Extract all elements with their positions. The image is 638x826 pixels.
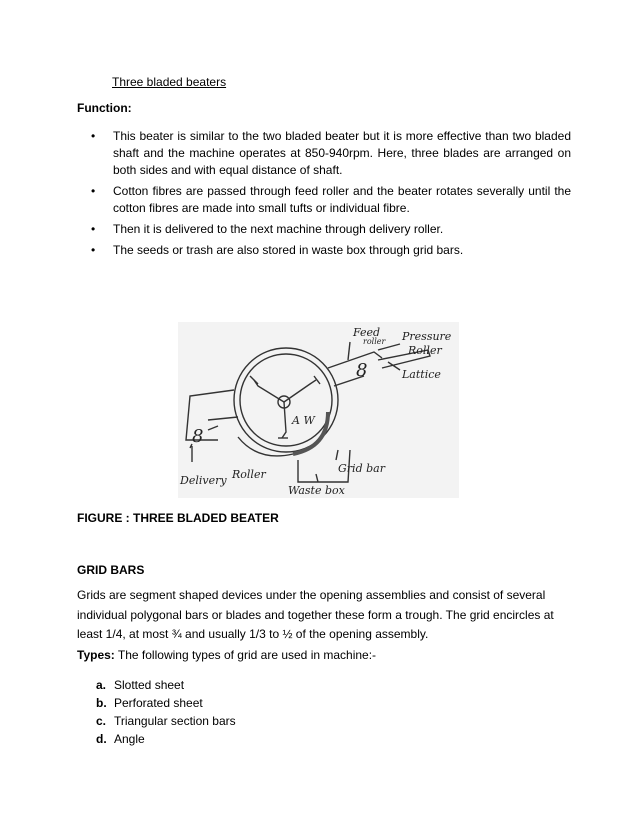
list-item xyxy=(91,242,571,259)
list-letter: b. xyxy=(96,696,107,710)
label-delivery-roller: Roller xyxy=(232,468,266,481)
list-text: Perforated sheet xyxy=(114,696,203,710)
label-feed-roller-8: 8 xyxy=(356,360,368,381)
bullet-text: The seeds or trash are also stored in waste box through grid bars. xyxy=(113,243,464,257)
bullet-icon: • xyxy=(91,129,96,143)
list-item xyxy=(96,712,236,730)
bullet-text: Cotton fibres are passed through feed roller and the beater rotates severally until the cotton fibres are made into small tufts or individual fibre. xyxy=(113,184,571,215)
label-delivery-roller-8: 8 xyxy=(192,426,204,447)
types-line xyxy=(77,648,376,662)
grid-bars-heading: GRID BARS xyxy=(77,563,145,577)
list-item xyxy=(91,183,571,217)
function-bullet-list xyxy=(91,128,571,263)
beater-diagram xyxy=(178,322,459,498)
list-item xyxy=(96,694,236,712)
label-feed: Feed xyxy=(353,326,381,339)
section-title: Three bladed beaters xyxy=(112,75,227,89)
types-intro: The following types of grid are used in machine:- xyxy=(114,648,377,662)
list-text: Slotted sheet xyxy=(114,678,185,692)
label-feed-roller: roller xyxy=(363,337,386,346)
types-label: Types: xyxy=(77,648,115,662)
label-pressure: Pressure xyxy=(402,330,452,343)
bullet-icon: • xyxy=(91,184,96,198)
function-label: Function: xyxy=(77,101,132,115)
grid-bars-paragraph: Grids are segment shaped devices under the opening assemblies and consist of several individual polygonal bars or blades and together these form a trough. The grid encircles at least 1/4, at most ¾ and usually 1/3 to ½ of the opening assembly. xyxy=(77,588,554,641)
label-aw: A W xyxy=(292,414,315,427)
list-item xyxy=(96,730,236,748)
figure-caption: FIGURE : THREE BLADED BEATER xyxy=(77,511,279,525)
bullet-text: This beater is similar to the two bladed beater but it is more effective than two bladed shaft and the machine operates at 850-940rpm. Here, three blades are arranged on both sides and with equal distance of shaft. xyxy=(113,129,571,177)
list-item xyxy=(91,221,571,238)
label-pressure-roller: Roller xyxy=(408,344,442,357)
label-waste-box: Waste box xyxy=(288,484,345,497)
list-item xyxy=(91,128,571,179)
bullet-text: Then it is delivered to the next machine through delivery roller. xyxy=(113,222,444,236)
list-letter: c. xyxy=(96,714,107,728)
grid-types-list xyxy=(96,676,236,748)
bullet-icon: • xyxy=(91,243,96,257)
label-lattice: Lattice xyxy=(402,368,441,381)
list-text: Angle xyxy=(114,732,145,746)
list-letter: d. xyxy=(96,732,107,746)
three-bladed-beater-figure xyxy=(178,322,459,498)
list-item xyxy=(96,676,236,694)
list-text: Triangular section bars xyxy=(114,714,236,728)
list-letter: a. xyxy=(96,678,107,692)
label-delivery: Delivery xyxy=(180,474,227,487)
blade-right xyxy=(284,380,316,402)
bullet-icon: • xyxy=(91,222,96,236)
label-grid-bar: Grid bar xyxy=(338,462,385,475)
blade-left xyxy=(254,380,284,402)
